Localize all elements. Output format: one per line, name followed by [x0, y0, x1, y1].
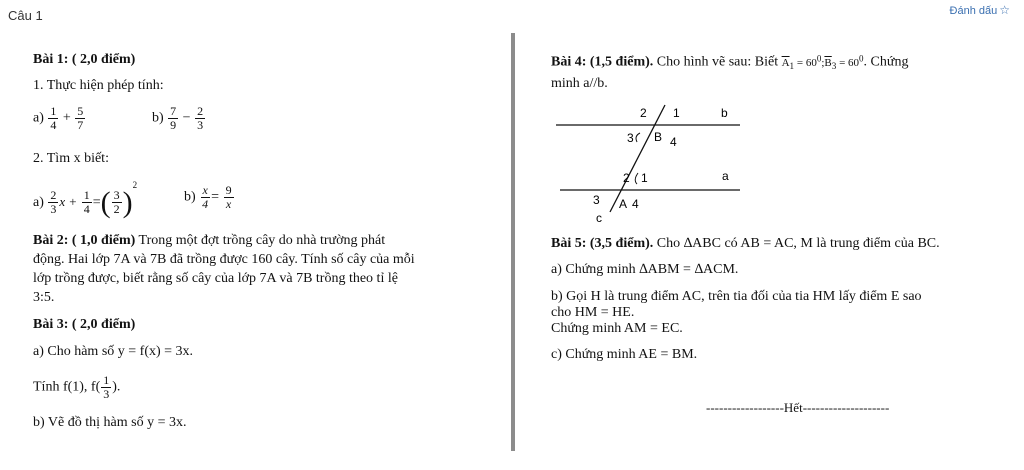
bai5-a: a) Chứng minh ∆ABM = ∆ACM.	[551, 262, 739, 277]
b-angle-1: 1	[673, 106, 680, 120]
end-marker: ------------------Hết--------------------	[706, 400, 890, 415]
bookmark-label: Đánh dấu	[949, 5, 998, 17]
point-b: B	[654, 130, 663, 144]
bai2-line4: 3:5.	[33, 290, 55, 305]
a-angle-4: 4	[632, 197, 639, 211]
bai1-expr-b: b) $\frac{7}{9}$ − $\frac{2}{3}$	[152, 104, 204, 132]
bai2-line2: động. Hai lớp 7A và 7B đã trồng được 160 cây. Tính số cây của mỗi	[33, 252, 415, 267]
star-outline-icon: ☆	[999, 3, 1010, 17]
angle-arc-b	[636, 133, 640, 142]
bai4-line1: Bài 4: (1,5 điểm). Cho hình vẽ sau: Biết $\overline{A}_1$ = $60^0;\overline{B}_3 = 60^0$. Chứng	[551, 53, 909, 71]
bai5-b3: Chứng minh AM = EC.	[551, 321, 683, 336]
bai1-expr-d: b) $\frac{x}{4}$ = $\frac{9}{x}$	[184, 183, 232, 211]
bai3-title: Bài 3: ( 2,0 điểm)	[33, 317, 136, 332]
bai1-title: Bài 1: ( 2,0 điểm)	[33, 52, 136, 67]
column-divider	[511, 33, 515, 451]
bai5-b1: b) Gọi H là trung điểm AC, trên tia đối của tia HM lấy điểm E sao	[551, 289, 922, 304]
bai3-tinh: Tính f(1), f( $\frac{1}{3}$ ).	[33, 373, 121, 401]
bai1-expr-a: a) $\frac{1}{4}$ + $\frac{5}{7}$	[33, 104, 84, 132]
a-angle-2: 2	[623, 171, 630, 185]
bai3-a: a) Cho hàm số y = f(x) = 3x.	[33, 344, 194, 359]
b-angle-4: 4	[670, 135, 677, 149]
bai4-line2: minh a//b.	[551, 76, 608, 91]
line-a-label: a	[722, 169, 729, 183]
bai1-part1: 1. Thực hiện phép tính:	[33, 78, 164, 93]
b-angle-3: 3	[627, 131, 634, 145]
bai2-line3: lớp trồng được, biết rằng số cây của lớp 7A và 7B trồng theo tỉ lệ	[33, 271, 398, 286]
bai1-expr-c: a) $\frac{2}{3}$ x + $\frac{1}{4}$ =( $\frac{3}{2}$ )$^2$	[33, 180, 138, 219]
line-c	[610, 105, 665, 212]
bai5-b2: cho HM = HE.	[551, 305, 635, 320]
bai5-line1: Bài 5: (3,5 điểm). Cho ∆ABC có AB = AC, M là trung điểm của BC.	[551, 236, 940, 251]
line-b-label: b	[721, 106, 728, 120]
bai5-c: c) Chứng minh AE = BM.	[551, 347, 698, 362]
bai2-line1: Bài 2: ( 1,0 điểm) Trong một đợt trồng cây do nhà trường phát	[33, 233, 386, 248]
question-label: Câu 1	[8, 8, 43, 23]
point-a: A	[619, 197, 628, 211]
bai3-b: b) Vẽ đồ thị hàm số y = 3x.	[33, 415, 187, 430]
line-c-label: c	[596, 211, 602, 225]
bookmark-button[interactable]	[950, 3, 1010, 17]
bai1-part2: 2. Tìm x biết:	[33, 151, 109, 166]
a-angle-1: 1	[641, 171, 648, 185]
a-angle-3: 3	[593, 193, 600, 207]
angle-arc-a	[635, 173, 638, 184]
geometry-figure	[548, 100, 748, 225]
b-angle-2: 2	[640, 106, 647, 120]
